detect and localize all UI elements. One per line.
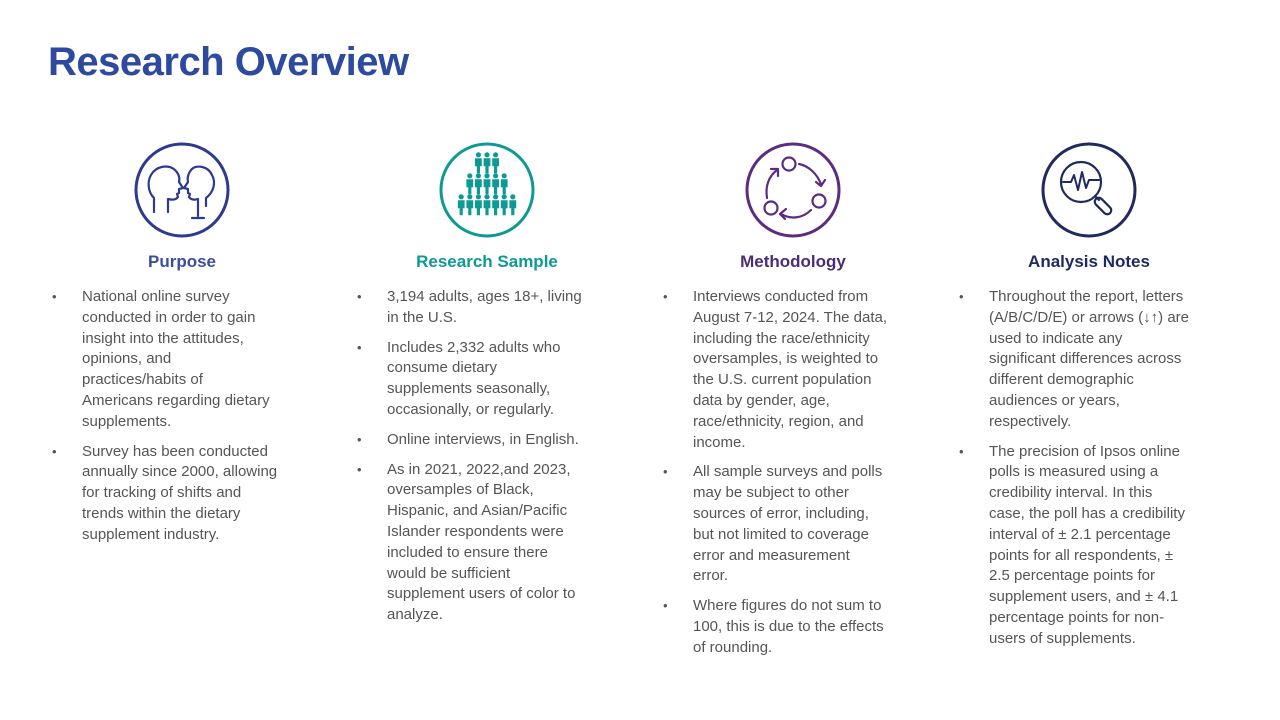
list-item: • As in 2021, 2022,and 2023, oversamples of Black, Hispanic, and Asian/Pacific Islander respondents were included to ensure there would be sufficient supplement users of color to analyze. <box>357 460 617 626</box>
person-figure-body <box>501 179 508 194</box>
person-figure-head <box>476 152 481 157</box>
person-figure-head <box>502 173 507 178</box>
list-item: • The precision of Ipsos online polls is measured using a credibility interval. In this case, the poll has a credibility interval of ± 2.1 percentage points for all respondents, ± 2.5 percentage points for supplement users, and ± 4.1 percentage points for non- users of supplements. <box>959 442 1219 650</box>
person-figure-body <box>501 200 508 215</box>
person-figure-head <box>510 194 515 199</box>
methodology-heading: Methodology <box>740 252 846 271</box>
two-faces-icon <box>134 142 230 238</box>
list-item: • National online survey conducted in order to gain insight into the attitudes, opinions, and practices/habits of Americans regarding dietary supplements. <box>52 287 312 433</box>
person-figure-body <box>484 200 491 215</box>
person-figure-body <box>492 158 499 173</box>
person-figure-head <box>459 194 464 199</box>
people-pyramid-icon <box>439 142 535 238</box>
person-figure-head <box>467 173 472 178</box>
analysis-notes-heading: Analysis Notes <box>1028 252 1150 271</box>
person-figure-body <box>475 179 482 194</box>
person-figure-head <box>493 173 498 178</box>
person-figure-head <box>493 194 498 199</box>
list-item: • Includes 2,332 adults who consume dietary supplements seasonally, occasionally, or regularly. <box>357 338 617 421</box>
list-item: • Survey has been conducted annually since 2000, allowing for tracking of shifts and trends within the dietary supplement industry. <box>52 442 312 546</box>
person-figure-head <box>484 152 489 157</box>
list-item: • All sample surveys and polls may be subject to other sources of error, including, but not limited to coverage error and measurement error. <box>663 462 923 587</box>
research-sample-heading: Research Sample <box>416 252 558 271</box>
person-figure-body <box>484 179 491 194</box>
cycle-arrows-icon <box>745 142 841 238</box>
person-figure-head <box>484 194 489 199</box>
methodology-column <box>663 142 923 668</box>
magnifier-pulse-icon <box>1041 142 1137 238</box>
person-figure-body <box>492 179 499 194</box>
person-figure-head <box>467 194 472 199</box>
purpose-heading: Purpose <box>147 252 217 271</box>
person-figure-head <box>502 194 507 199</box>
list-item: • 3,194 adults, ages 18+, living in the U.S. <box>357 287 617 329</box>
person-figure-head <box>476 194 481 199</box>
person-figure-head <box>484 173 489 178</box>
research-sample-column <box>357 142 617 635</box>
analysis-notes-column <box>959 142 1219 659</box>
person-figure-body <box>475 158 482 173</box>
person-figure-body <box>458 200 465 215</box>
list-item: • Online interviews, in English. <box>357 430 617 451</box>
purpose-column <box>52 142 312 555</box>
person-figure-body <box>509 200 516 215</box>
methodology-bullet-list <box>663 287 923 659</box>
list-item: • Interviews conducted from August 7-12, 2024. The data, including the race/ethnicity oversamples, is weighted to the U.S. current population data by gender, age, race/ethnicity, region, and income. <box>663 287 923 453</box>
research-sample-bullet-list <box>357 287 617 626</box>
list-item: • Where figures do not sum to 100, this is due to the effects of rounding. <box>663 596 923 658</box>
person-figure-head <box>476 173 481 178</box>
purpose-bullet-list <box>52 287 312 546</box>
person-figure-body <box>475 200 482 215</box>
person-figure-body <box>492 200 499 215</box>
analysis-notes-bullet-list <box>959 287 1219 650</box>
person-figure-body <box>466 200 473 215</box>
page-title: Research Overview <box>48 40 409 84</box>
person-figure-body <box>484 158 491 173</box>
person-figure-body <box>466 179 473 194</box>
person-figure-head <box>493 152 498 157</box>
list-item: • Throughout the report, letters (A/B/C/D/E) or arrows (↓↑) are used to indicate any significant differences across different demographic audiences or years, respectively. <box>959 287 1219 433</box>
